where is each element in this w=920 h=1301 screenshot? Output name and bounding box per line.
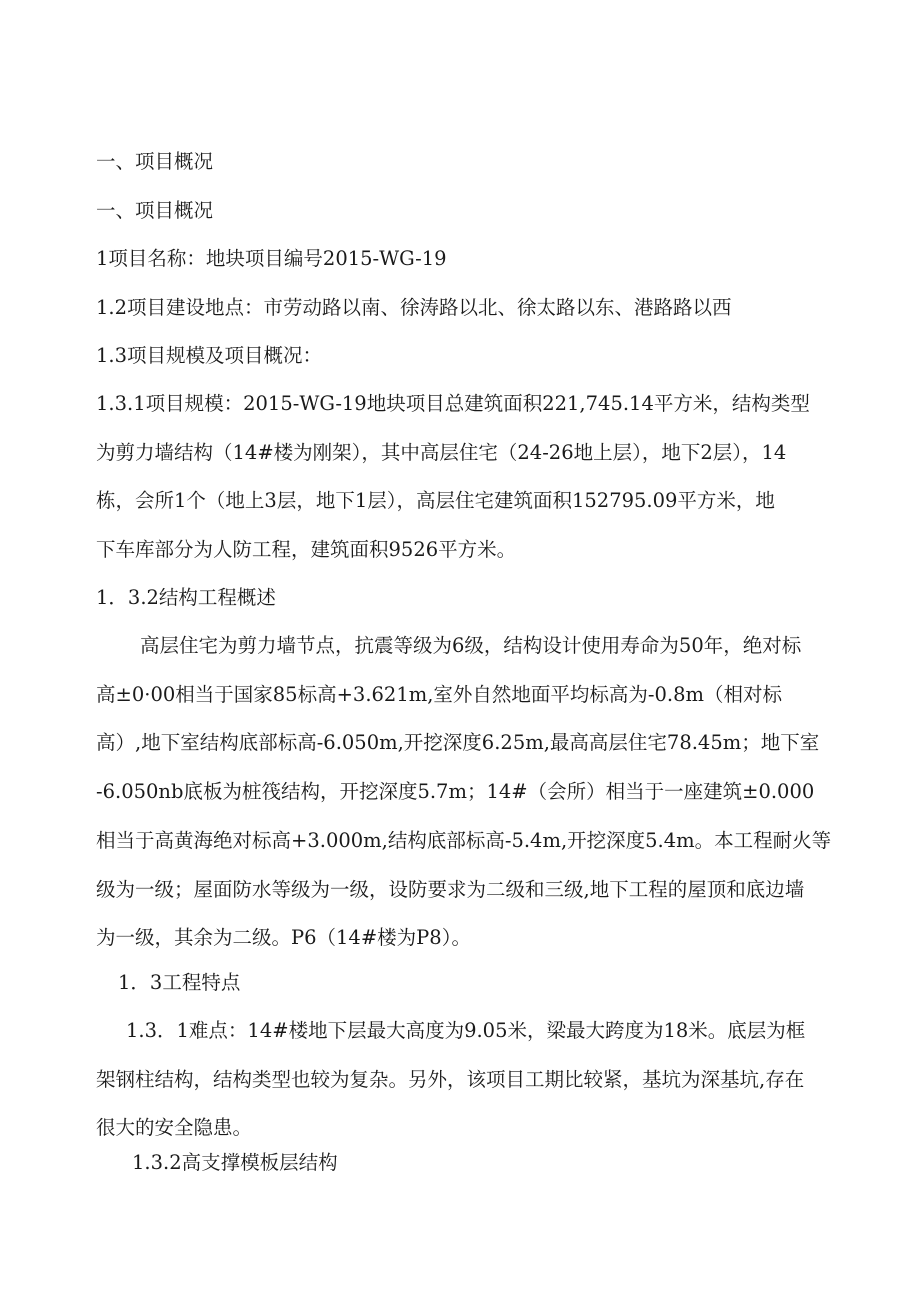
paragraph-line: 1.3.1项目规模：2015-WG-19地块项目总建筑面积221,745.14平方米，结构类型 bbox=[96, 392, 810, 415]
paragraph-line: 很大的安全隐患。 bbox=[96, 1116, 253, 1140]
project-name: 1项目名称：地块项目编号2015-WG-19 bbox=[96, 247, 447, 270]
paragraph-line: 高层住宅为剪力墙节点，抗震等级为6级，结构设计使用寿命为50年，绝对标 bbox=[140, 634, 802, 657]
project-scale-paragraph bbox=[96, 380, 834, 575]
engineering-features-heading: 1．3工程特点 bbox=[118, 971, 241, 994]
project-scale-heading: 1.3项目规模及项目概况： bbox=[96, 344, 323, 367]
paragraph-line: 级为一级；屋面防水等级为一级，设防要求为二级和三级,地下工程的屋顶和底边墙 bbox=[96, 877, 805, 901]
paragraph-line: 下车库部分为人防工程，建筑面积9526平方米。 bbox=[96, 538, 517, 562]
paragraph-line: 高）,地下室结构底部标高-6.050m,开挖深度6.25m,最高高层住宅78.45m；地下室 bbox=[96, 731, 820, 755]
difficulty-paragraph bbox=[96, 1007, 834, 1153]
paragraph-line: 为一级，其余为二级。P6（14#楼为P8）。 bbox=[96, 926, 471, 950]
structure-overview-heading: 1．3.2结构工程概述 bbox=[96, 586, 276, 609]
paragraph-line: 为剪力墙结构（14#楼为刚架），其中高层住宅（24-26地上层），地下2层），14 bbox=[96, 440, 787, 464]
structure-overview-paragraph bbox=[96, 622, 834, 963]
paragraph-line: 栋，会所1个（地上3层，地下1层），高层住宅建筑面积152795.09平方米，地 bbox=[96, 489, 775, 513]
heading-project-overview-2: 一、项目概况 bbox=[96, 199, 214, 222]
heading-project-overview-1: 一、项目概况 bbox=[96, 150, 214, 173]
paragraph-line: 架钢柱结构，结构类型也较为复杂。另外，该项目工期比较紧，基坑为深基坑,存在 bbox=[96, 1067, 805, 1091]
paragraph-line: 高±0·00相当于国家85标高+3.621m,室外自然地面平均标高为-0.8m（相对标 bbox=[96, 682, 783, 706]
paragraph-line: 1.3．1难点：14#楼地下层最大高度为9.05米，梁最大跨度为18米。底层为框 bbox=[126, 1019, 806, 1042]
paragraph-line: 相当于高黄海绝对标高+3.000m,结构底部标高-5.4m,开挖深度5.4m。本工程耐火等 bbox=[96, 828, 832, 852]
project-location: 1.2项目建设地点：市劳动路以南、徐涛路以北、徐太路以东、港路路以西 bbox=[96, 296, 732, 319]
high-support-formwork-heading: 1.3.2高支撑模板层结构 bbox=[132, 1151, 338, 1174]
paragraph-line: -6.050nb底板为桩筏结构，开挖深度5.7m；14#（会所）相当于一座建筑±0.000 bbox=[96, 780, 815, 804]
